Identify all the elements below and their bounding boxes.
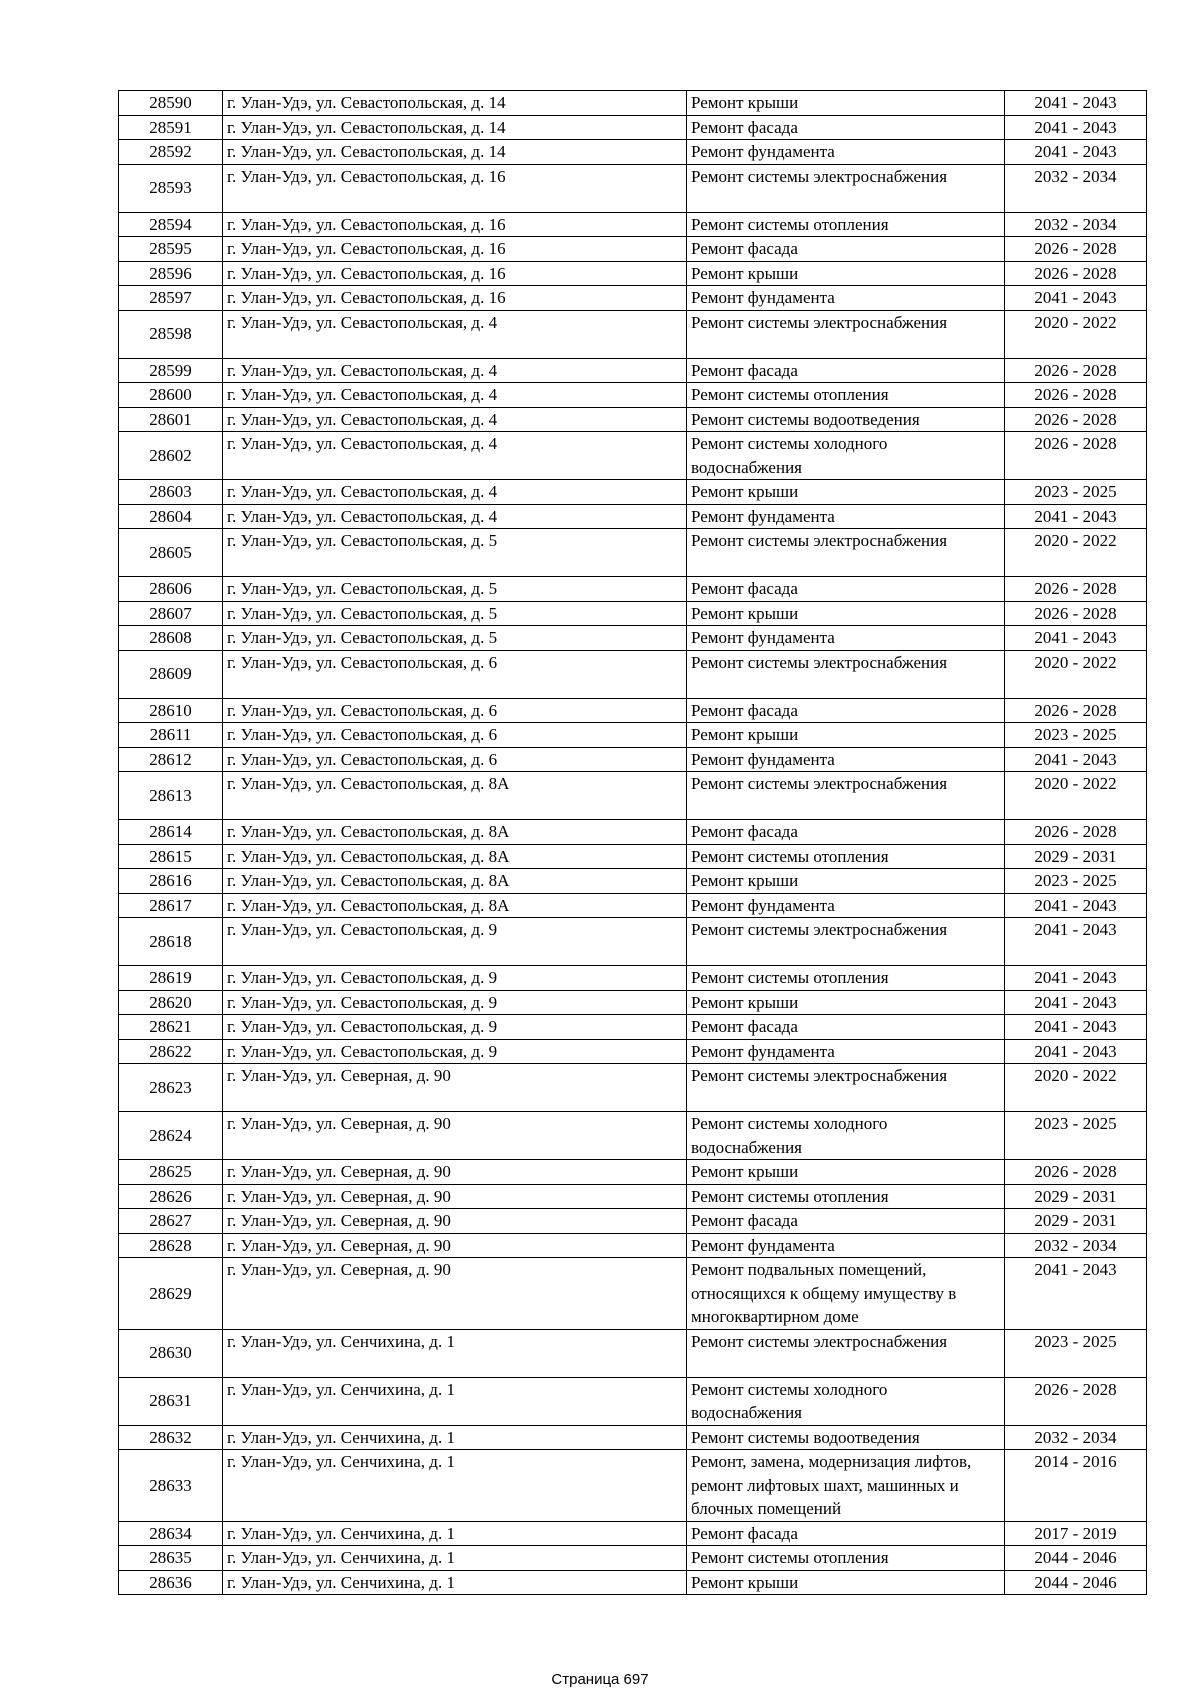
address-cell: г. Улан-Удэ, ул. Севастопольская, д. 9 — [223, 966, 687, 991]
address-cell: г. Улан-Удэ, ул. Севастопольская, д. 16 — [223, 237, 687, 262]
work-type-cell: Ремонт фасада — [687, 358, 1005, 383]
address-cell: г. Улан-Удэ, ул. Севастопольская, д. 8А — [223, 869, 687, 894]
work-type-cell: Ремонт крыши — [687, 1570, 1005, 1595]
address-cell: г. Улан-Удэ, ул. Севастопольская, д. 5 — [223, 601, 687, 626]
table-row — [119, 626, 1147, 651]
address-cell: г. Улан-Удэ, ул. Сенчихина, д. 1 — [223, 1570, 687, 1595]
address-cell: г. Улан-Удэ, ул. Северная, д. 90 — [223, 1160, 687, 1185]
work-type-cell: Ремонт фундамента — [687, 747, 1005, 772]
row-number-cell: 28611 — [119, 723, 223, 748]
address-cell: г. Улан-Удэ, ул. Северная, д. 90 — [223, 1209, 687, 1234]
table-row — [119, 504, 1147, 529]
table-row — [119, 480, 1147, 505]
row-number-cell: 28634 — [119, 1521, 223, 1546]
work-type-cell: Ремонт крыши — [687, 480, 1005, 505]
row-number-cell: 28608 — [119, 626, 223, 651]
work-type-cell: Ремонт крыши — [687, 990, 1005, 1015]
table-row — [119, 918, 1147, 966]
period-cell: 2041 - 2043 — [1005, 918, 1147, 966]
table-row — [119, 723, 1147, 748]
table-row — [119, 1425, 1147, 1450]
period-cell: 2026 - 2028 — [1005, 358, 1147, 383]
row-number-cell: 28599 — [119, 358, 223, 383]
work-type-cell: Ремонт фасада — [687, 820, 1005, 845]
address-cell: г. Улан-Удэ, ул. Сенчихина, д. 1 — [223, 1329, 687, 1377]
repair-schedule-table — [118, 90, 1147, 1595]
row-number-cell: 28614 — [119, 820, 223, 845]
table-row — [119, 869, 1147, 894]
address-cell: г. Улан-Удэ, ул. Северная, д. 90 — [223, 1064, 687, 1112]
row-number-cell: 28624 — [119, 1112, 223, 1160]
work-type-cell: Ремонт фундамента — [687, 1233, 1005, 1258]
row-number-cell: 28606 — [119, 577, 223, 602]
table-row — [119, 1233, 1147, 1258]
address-cell: г. Улан-Удэ, ул. Севастопольская, д. 6 — [223, 723, 687, 748]
row-number-cell: 28591 — [119, 115, 223, 140]
period-cell: 2032 - 2034 — [1005, 1425, 1147, 1450]
row-number-cell: 28633 — [119, 1450, 223, 1522]
row-number-cell: 28616 — [119, 869, 223, 894]
table-row — [119, 1570, 1147, 1595]
row-number-cell: 28600 — [119, 383, 223, 408]
row-number-cell: 28629 — [119, 1258, 223, 1330]
work-type-cell: Ремонт системы холодного водоснабжения — [687, 432, 1005, 480]
address-cell: г. Улан-Удэ, ул. Севастопольская, д. 8А — [223, 844, 687, 869]
row-number-cell: 28597 — [119, 286, 223, 311]
work-type-cell: Ремонт системы отопления — [687, 844, 1005, 869]
period-cell: 2044 - 2046 — [1005, 1546, 1147, 1571]
table-row — [119, 1546, 1147, 1571]
row-number-cell: 28601 — [119, 407, 223, 432]
period-cell: 2041 - 2043 — [1005, 1258, 1147, 1330]
table-row — [119, 1064, 1147, 1112]
period-cell: 2044 - 2046 — [1005, 1570, 1147, 1595]
work-type-cell: Ремонт системы электроснабжения — [687, 1064, 1005, 1112]
row-number-cell: 28617 — [119, 893, 223, 918]
row-number-cell: 28627 — [119, 1209, 223, 1234]
row-number-cell: 28592 — [119, 140, 223, 165]
work-type-cell: Ремонт системы холодного водоснабжения — [687, 1112, 1005, 1160]
work-type-cell: Ремонт системы водоотведения — [687, 407, 1005, 432]
work-type-cell: Ремонт крыши — [687, 601, 1005, 626]
period-cell: 2029 - 2031 — [1005, 1209, 1147, 1234]
period-cell: 2026 - 2028 — [1005, 601, 1147, 626]
row-number-cell: 28619 — [119, 966, 223, 991]
period-cell: 2014 - 2016 — [1005, 1450, 1147, 1522]
row-number-cell: 28625 — [119, 1160, 223, 1185]
period-cell: 2026 - 2028 — [1005, 1160, 1147, 1185]
row-number-cell: 28607 — [119, 601, 223, 626]
row-number-cell: 28595 — [119, 237, 223, 262]
period-cell: 2026 - 2028 — [1005, 237, 1147, 262]
address-cell: г. Улан-Удэ, ул. Севастопольская, д. 14 — [223, 115, 687, 140]
table-row — [119, 966, 1147, 991]
period-cell: 2017 - 2019 — [1005, 1521, 1147, 1546]
row-number-cell: 28631 — [119, 1377, 223, 1425]
table-row — [119, 529, 1147, 577]
work-type-cell: Ремонт фундамента — [687, 1039, 1005, 1064]
table-row — [119, 772, 1147, 820]
work-type-cell: Ремонт фасада — [687, 698, 1005, 723]
row-number-cell: 28598 — [119, 310, 223, 358]
table-row — [119, 237, 1147, 262]
row-number-cell: 28621 — [119, 1015, 223, 1040]
period-cell: 2026 - 2028 — [1005, 698, 1147, 723]
table-row — [119, 1015, 1147, 1040]
address-cell: г. Улан-Удэ, ул. Севастопольская, д. 6 — [223, 650, 687, 698]
table-row — [119, 140, 1147, 165]
period-cell: 2041 - 2043 — [1005, 990, 1147, 1015]
table-row — [119, 1450, 1147, 1522]
table-row — [119, 1112, 1147, 1160]
period-cell: 2026 - 2028 — [1005, 383, 1147, 408]
work-type-cell: Ремонт крыши — [687, 261, 1005, 286]
address-cell: г. Улан-Удэ, ул. Севастопольская, д. 14 — [223, 140, 687, 165]
row-number-cell: 28590 — [119, 91, 223, 116]
work-type-cell: Ремонт системы отопления — [687, 1546, 1005, 1571]
table-row — [119, 601, 1147, 626]
period-cell: 2041 - 2043 — [1005, 504, 1147, 529]
table-row — [119, 91, 1147, 116]
work-type-cell: Ремонт системы электроснабжения — [687, 164, 1005, 212]
table-row — [119, 432, 1147, 480]
address-cell: г. Улан-Удэ, ул. Севастопольская, д. 16 — [223, 164, 687, 212]
address-cell: г. Улан-Удэ, ул. Севастопольская, д. 4 — [223, 310, 687, 358]
table-row — [119, 650, 1147, 698]
address-cell: г. Улан-Удэ, ул. Севастопольская, д. 6 — [223, 747, 687, 772]
table-body — [119, 91, 1147, 1595]
work-type-cell: Ремонт, замена, модернизация лифтов, ремонт лифтовых шахт, машинных и блочных помещений — [687, 1450, 1005, 1522]
row-number-cell: 28602 — [119, 432, 223, 480]
work-type-cell: Ремонт системы отопления — [687, 383, 1005, 408]
work-type-cell: Ремонт крыши — [687, 869, 1005, 894]
work-type-cell: Ремонт крыши — [687, 1160, 1005, 1185]
period-cell: 2032 - 2034 — [1005, 1233, 1147, 1258]
row-number-cell: 28603 — [119, 480, 223, 505]
table-row — [119, 212, 1147, 237]
period-cell: 2023 - 2025 — [1005, 480, 1147, 505]
page-number: Страница 697 — [551, 1671, 649, 1688]
address-cell: г. Улан-Удэ, ул. Севастопольская, д. 9 — [223, 1039, 687, 1064]
row-number-cell: 28610 — [119, 698, 223, 723]
work-type-cell: Ремонт крыши — [687, 91, 1005, 116]
table-row — [119, 407, 1147, 432]
period-cell: 2029 - 2031 — [1005, 844, 1147, 869]
period-cell: 2041 - 2043 — [1005, 893, 1147, 918]
period-cell: 2020 - 2022 — [1005, 1064, 1147, 1112]
table-row — [119, 820, 1147, 845]
period-cell: 2020 - 2022 — [1005, 650, 1147, 698]
work-type-cell: Ремонт фундамента — [687, 626, 1005, 651]
row-number-cell: 28628 — [119, 1233, 223, 1258]
work-type-cell: Ремонт фасада — [687, 1209, 1005, 1234]
row-number-cell: 28613 — [119, 772, 223, 820]
row-number-cell: 28636 — [119, 1570, 223, 1595]
work-type-cell: Ремонт системы электроснабжения — [687, 529, 1005, 577]
work-type-cell: Ремонт фасада — [687, 115, 1005, 140]
period-cell: 2026 - 2028 — [1005, 407, 1147, 432]
table-row — [119, 1329, 1147, 1377]
address-cell: г. Улан-Удэ, ул. Северная, д. 90 — [223, 1184, 687, 1209]
address-cell: г. Улан-Удэ, ул. Севастопольская, д. 4 — [223, 407, 687, 432]
table-row — [119, 893, 1147, 918]
row-number-cell: 28618 — [119, 918, 223, 966]
period-cell: 2023 - 2025 — [1005, 1329, 1147, 1377]
period-cell: 2023 - 2025 — [1005, 1112, 1147, 1160]
work-type-cell: Ремонт фасада — [687, 1521, 1005, 1546]
table-row — [119, 577, 1147, 602]
row-number-cell: 28612 — [119, 747, 223, 772]
period-cell: 2041 - 2043 — [1005, 966, 1147, 991]
row-number-cell: 28623 — [119, 1064, 223, 1112]
address-cell: г. Улан-Удэ, ул. Севастопольская, д. 16 — [223, 286, 687, 311]
work-type-cell: Ремонт системы электроснабжения — [687, 918, 1005, 966]
period-cell: 2032 - 2034 — [1005, 212, 1147, 237]
row-number-cell: 28594 — [119, 212, 223, 237]
table-row — [119, 698, 1147, 723]
period-cell: 2041 - 2043 — [1005, 626, 1147, 651]
work-type-cell: Ремонт крыши — [687, 723, 1005, 748]
address-cell: г. Улан-Удэ, ул. Северная, д. 90 — [223, 1233, 687, 1258]
address-cell: г. Улан-Удэ, ул. Сенчихина, д. 1 — [223, 1450, 687, 1522]
address-cell: г. Улан-Удэ, ул. Севастопольская, д. 9 — [223, 990, 687, 1015]
row-number-cell: 28615 — [119, 844, 223, 869]
work-type-cell: Ремонт фасада — [687, 1015, 1005, 1040]
address-cell: г. Улан-Удэ, ул. Севастопольская, д. 8А — [223, 893, 687, 918]
work-type-cell: Ремонт фундамента — [687, 893, 1005, 918]
row-number-cell: 28604 — [119, 504, 223, 529]
period-cell: 2041 - 2043 — [1005, 1039, 1147, 1064]
address-cell: г. Улан-Удэ, ул. Севастопольская, д. 8А — [223, 820, 687, 845]
period-cell: 2020 - 2022 — [1005, 529, 1147, 577]
table-row — [119, 747, 1147, 772]
work-type-cell: Ремонт фундамента — [687, 140, 1005, 165]
table-row — [119, 261, 1147, 286]
address-cell: г. Улан-Удэ, ул. Северная, д. 90 — [223, 1112, 687, 1160]
address-cell: г. Улан-Удэ, ул. Сенчихина, д. 1 — [223, 1546, 687, 1571]
work-type-cell: Ремонт фундамента — [687, 504, 1005, 529]
row-number-cell: 28609 — [119, 650, 223, 698]
table-row — [119, 1160, 1147, 1185]
address-cell: г. Улан-Удэ, ул. Севастопольская, д. 4 — [223, 358, 687, 383]
work-type-cell: Ремонт подвальных помещений, относящихся к общему имуществу в многоквартирном доме — [687, 1258, 1005, 1330]
row-number-cell: 28622 — [119, 1039, 223, 1064]
address-cell: г. Улан-Удэ, ул. Севастопольская, д. 5 — [223, 626, 687, 651]
address-cell: г. Улан-Удэ, ул. Сенчихина, д. 1 — [223, 1425, 687, 1450]
period-cell: 2020 - 2022 — [1005, 772, 1147, 820]
period-cell: 2026 - 2028 — [1005, 261, 1147, 286]
table-row — [119, 310, 1147, 358]
table-row — [119, 844, 1147, 869]
work-type-cell: Ремонт фундамента — [687, 286, 1005, 311]
period-cell: 2020 - 2022 — [1005, 310, 1147, 358]
row-number-cell: 28626 — [119, 1184, 223, 1209]
period-cell: 2026 - 2028 — [1005, 820, 1147, 845]
address-cell: г. Улан-Удэ, ул. Севастопольская, д. 4 — [223, 432, 687, 480]
period-cell: 2029 - 2031 — [1005, 1184, 1147, 1209]
address-cell: г. Улан-Удэ, ул. Севастопольская, д. 14 — [223, 91, 687, 116]
address-cell: г. Улан-Удэ, ул. Севастопольская, д. 4 — [223, 504, 687, 529]
table-row — [119, 1039, 1147, 1064]
row-number-cell: 28632 — [119, 1425, 223, 1450]
period-cell: 2041 - 2043 — [1005, 91, 1147, 116]
work-type-cell: Ремонт фасада — [687, 237, 1005, 262]
period-cell: 2041 - 2043 — [1005, 747, 1147, 772]
period-cell: 2026 - 2028 — [1005, 577, 1147, 602]
table-row — [119, 164, 1147, 212]
period-cell: 2026 - 2028 — [1005, 1377, 1147, 1425]
table-row — [119, 115, 1147, 140]
period-cell: 2041 - 2043 — [1005, 115, 1147, 140]
work-type-cell: Ремонт системы электроснабжения — [687, 772, 1005, 820]
work-type-cell: Ремонт системы электроснабжения — [687, 1329, 1005, 1377]
address-cell: г. Улан-Удэ, ул. Севастопольская, д. 16 — [223, 261, 687, 286]
table-row — [119, 383, 1147, 408]
row-number-cell: 28635 — [119, 1546, 223, 1571]
work-type-cell: Ремонт системы холодного водоснабжения — [687, 1377, 1005, 1425]
row-number-cell: 28593 — [119, 164, 223, 212]
address-cell: г. Улан-Удэ, ул. Сенчихина, д. 1 — [223, 1521, 687, 1546]
period-cell: 2041 - 2043 — [1005, 286, 1147, 311]
address-cell: г. Улан-Удэ, ул. Севастопольская, д. 16 — [223, 212, 687, 237]
table-row — [119, 1258, 1147, 1330]
table-row — [119, 990, 1147, 1015]
address-cell: г. Улан-Удэ, ул. Севастопольская, д. 5 — [223, 577, 687, 602]
period-cell: 2023 - 2025 — [1005, 723, 1147, 748]
address-cell: г. Улан-Удэ, ул. Севастопольская, д. 6 — [223, 698, 687, 723]
work-type-cell: Ремонт системы отопления — [687, 212, 1005, 237]
address-cell: г. Улан-Удэ, ул. Севастопольская, д. 9 — [223, 1015, 687, 1040]
work-type-cell: Ремонт системы водоотведения — [687, 1425, 1005, 1450]
work-type-cell: Ремонт системы отопления — [687, 1184, 1005, 1209]
table-row — [119, 1184, 1147, 1209]
period-cell: 2041 - 2043 — [1005, 1015, 1147, 1040]
row-number-cell: 28620 — [119, 990, 223, 1015]
address-cell: г. Улан-Удэ, ул. Северная, д. 90 — [223, 1258, 687, 1330]
table-row — [119, 1209, 1147, 1234]
address-cell: г. Улан-Удэ, ул. Сенчихина, д. 1 — [223, 1377, 687, 1425]
period-cell: 2032 - 2034 — [1005, 164, 1147, 212]
table-row — [119, 286, 1147, 311]
address-cell: г. Улан-Удэ, ул. Севастопольская, д. 5 — [223, 529, 687, 577]
row-number-cell: 28605 — [119, 529, 223, 577]
table-row — [119, 1521, 1147, 1546]
row-number-cell: 28630 — [119, 1329, 223, 1377]
row-number-cell: 28596 — [119, 261, 223, 286]
address-cell: г. Улан-Удэ, ул. Севастопольская, д. 4 — [223, 383, 687, 408]
address-cell: г. Улан-Удэ, ул. Севастопольская, д. 4 — [223, 480, 687, 505]
period-cell: 2041 - 2043 — [1005, 140, 1147, 165]
address-cell: г. Улан-Удэ, ул. Севастопольская, д. 8А — [223, 772, 687, 820]
work-type-cell: Ремонт системы электроснабжения — [687, 650, 1005, 698]
work-type-cell: Ремонт системы электроснабжения — [687, 310, 1005, 358]
work-type-cell: Ремонт системы отопления — [687, 966, 1005, 991]
address-cell: г. Улан-Удэ, ул. Севастопольская, д. 9 — [223, 918, 687, 966]
work-type-cell: Ремонт фасада — [687, 577, 1005, 602]
table-row — [119, 358, 1147, 383]
table-row — [119, 1377, 1147, 1425]
period-cell: 2026 - 2028 — [1005, 432, 1147, 480]
period-cell: 2023 - 2025 — [1005, 869, 1147, 894]
